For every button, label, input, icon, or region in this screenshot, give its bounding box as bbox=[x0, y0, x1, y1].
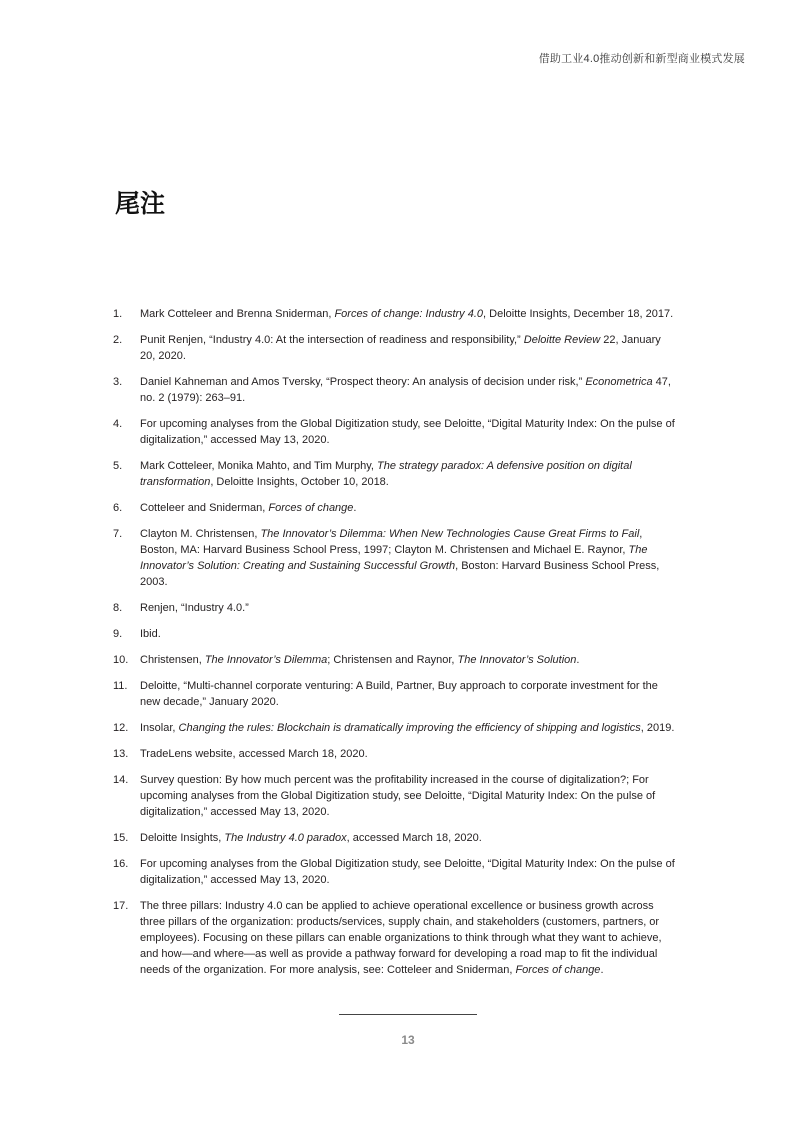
endnote-text bbox=[140, 626, 679, 642]
endnote-text-segment: Mark Cotteleer and Brenna Sniderman, bbox=[140, 308, 335, 320]
endnote-number: 16. bbox=[113, 858, 129, 870]
endnote-text bbox=[140, 526, 679, 590]
endnote-italic-title: The Innovator’s Dilemma bbox=[204, 654, 328, 666]
endnote-text bbox=[140, 898, 679, 978]
endnote-text bbox=[140, 856, 679, 888]
endnote-text-segment: For upcoming analyses from the Global Digitization study, see Deloitte, “Digital Maturity Index: On the pulse of digitalization,” accessed May 13, 2020. bbox=[140, 418, 675, 446]
endnote-text-segment: Renjen, “Industry 4.0.” bbox=[140, 602, 249, 614]
endnote-text-segment: 22, January 20, 2020. bbox=[140, 334, 661, 362]
endnote-text bbox=[140, 830, 679, 846]
endnote-text-segment: , Boston: Harvard Business School Press, 2003. bbox=[140, 560, 660, 588]
endnote-number: 11. bbox=[113, 680, 128, 692]
endnote-text-segment: Ibid. bbox=[140, 628, 161, 640]
endnote-text-segment: Insolar, bbox=[140, 722, 179, 734]
endnote-number: 9. bbox=[113, 628, 123, 640]
endnote-text bbox=[140, 678, 679, 710]
endnote-number: 4. bbox=[113, 418, 123, 430]
endnote-text bbox=[140, 772, 679, 820]
endnote-italic-title: Forces of change bbox=[515, 964, 601, 976]
endnote-item bbox=[113, 830, 679, 846]
endnote-number: 7. bbox=[113, 528, 123, 540]
endnote-text bbox=[140, 500, 679, 516]
endnote-number: 5. bbox=[113, 460, 123, 472]
endnote-number: 6. bbox=[113, 502, 123, 514]
endnote-text bbox=[140, 652, 679, 668]
endnote-text bbox=[140, 416, 679, 448]
footer-divider bbox=[339, 1014, 477, 1015]
endnote-item bbox=[113, 500, 679, 516]
endnote-number: 14. bbox=[113, 774, 129, 786]
endnote-item bbox=[113, 746, 679, 762]
endnote-number: 1. bbox=[113, 308, 123, 320]
endnote-text-segment: . bbox=[576, 654, 580, 666]
endnote-text-segment: , Deloitte Insights, December 18, 2017. bbox=[483, 308, 674, 320]
endnote-text bbox=[140, 458, 679, 490]
endnote-number: 3. bbox=[113, 376, 123, 388]
endnote-text-segment: For upcoming analyses from the Global Digitization study, see Deloitte, “Digital Maturity Index: On the pulse of digitalization,” accessed May 13, 2020. bbox=[140, 858, 675, 886]
endnote-text-segment: . bbox=[600, 964, 604, 976]
running-header: 借助工业4.0推动创新和新型商业模式发展 bbox=[538, 53, 745, 65]
endnote-italic-title: Changing the rules: Blockchain is dramatically improving the efficiency of shipping and logistics bbox=[178, 722, 641, 734]
endnote-item bbox=[113, 772, 679, 820]
endnote-number: 15. bbox=[113, 832, 129, 844]
endnote-text-segment: Christensen, bbox=[140, 654, 205, 666]
endnote-item bbox=[113, 678, 679, 710]
endnote-italic-title: The Innovator’s Solution: Creating and Sustaining Successful Growth bbox=[140, 544, 648, 572]
endnote-italic-title: Forces of change bbox=[268, 502, 354, 514]
endnote-item bbox=[113, 332, 679, 364]
endnote-item bbox=[113, 600, 679, 616]
endnote-text bbox=[140, 720, 679, 736]
endnote-item bbox=[113, 306, 679, 322]
endnotes-list bbox=[113, 306, 679, 988]
endnote-number: 13. bbox=[113, 748, 129, 760]
endnote-number: 2. bbox=[113, 334, 123, 346]
endnote-text-segment: Daniel Kahneman and Amos Tversky, “Prospect theory: An analysis of decision under risk,” bbox=[140, 376, 586, 388]
endnote-italic-title: Forces of change: Industry 4.0 bbox=[334, 308, 484, 320]
endnote-text bbox=[140, 374, 679, 406]
endnote-text bbox=[140, 746, 679, 762]
endnote-text-segment: . bbox=[353, 502, 357, 514]
endnote-text-segment: Punit Renjen, “Industry 4.0: At the intersection of readiness and responsibility,” bbox=[140, 334, 524, 346]
endnote-text-segment: ; Christensen and Raynor, bbox=[327, 654, 458, 666]
endnote-text bbox=[140, 600, 679, 616]
endnote-item bbox=[113, 856, 679, 888]
endnote-text-segment: TradeLens website, accessed March 18, 2020. bbox=[140, 748, 368, 760]
endnote-text-segment: , 2019. bbox=[640, 722, 675, 734]
endnote-text-segment: , Boston, MA: Harvard Business School Press, 1997; Clayton M. Christensen and Michael E. Raynor, bbox=[140, 528, 643, 556]
endnote-text bbox=[140, 332, 679, 364]
endnote-text-segment: Mark Cotteleer, Monika Mahto, and Tim Murphy, bbox=[140, 460, 377, 472]
endnote-text-segment: Survey question: By how much percent was the profitability increased in the course of digitalization?; For upcoming analyses from the Global Digitization study, see Deloitte, “Digital Maturity Index: On the pulse of digitalization,” accessed May 13, 2020. bbox=[140, 774, 656, 818]
endnote-italic-title: Econometrica bbox=[585, 376, 653, 388]
endnote-text-segment: , Deloitte Insights, October 10, 2018. bbox=[210, 476, 389, 488]
endnote-text bbox=[140, 306, 679, 322]
endnote-italic-title: The Industry 4.0 paradox bbox=[224, 832, 347, 844]
page-title: 尾注 bbox=[115, 189, 166, 218]
endnote-italic-title: The strategy paradox: A defensive position on digital transformation bbox=[140, 460, 632, 488]
endnote-number: 12. bbox=[113, 722, 129, 734]
endnote-item bbox=[113, 374, 679, 406]
endnote-text-segment: , accessed March 18, 2020. bbox=[346, 832, 482, 844]
endnote-item bbox=[113, 720, 679, 736]
endnote-item bbox=[113, 526, 679, 590]
endnote-italic-title: The Innovator’s Dilemma: When New Technologies Cause Great Firms to Fail bbox=[260, 528, 640, 540]
endnote-item bbox=[113, 898, 679, 978]
endnote-text-segment: Deloitte, “Multi-channel corporate venturing: A Build, Partner, Buy approach to corporate investment for the new decade,” January 2020. bbox=[140, 680, 658, 708]
endnote-text-segment: Deloitte Insights, bbox=[140, 832, 225, 844]
endnote-italic-title: The Innovator’s Solution bbox=[457, 654, 577, 666]
endnote-item bbox=[113, 458, 679, 490]
endnote-item bbox=[113, 416, 679, 448]
endnote-text-segment: The three pillars: Industry 4.0 can be applied to achieve operational excellence or business growth across three pillars of the organization: products/services, supply chain, and stakeholders (customers, partners, or employees). Focusing on these pillars can enable organizations to think through what they want to achieve, and how—and where—as well as provide a pathway forward for developing a road map to fit the individual needs of the organization. For more analysis, see: Cotteleer and Sniderman, bbox=[140, 900, 662, 976]
endnote-text-segment: Clayton M. Christensen, bbox=[140, 528, 261, 540]
endnote-number: 10. bbox=[113, 654, 129, 666]
endnote-italic-title: Deloitte Review bbox=[523, 334, 601, 346]
endnote-number: 17. bbox=[113, 900, 129, 912]
endnote-item bbox=[113, 626, 679, 642]
endnote-text-segment: Cotteleer and Sniderman, bbox=[140, 502, 269, 514]
endnote-text-segment: 47, no. 2 (1979): 263–91. bbox=[140, 376, 671, 404]
endnote-item bbox=[113, 652, 679, 668]
endnote-number: 8. bbox=[113, 602, 123, 614]
page-number: 13 bbox=[401, 1033, 415, 1047]
